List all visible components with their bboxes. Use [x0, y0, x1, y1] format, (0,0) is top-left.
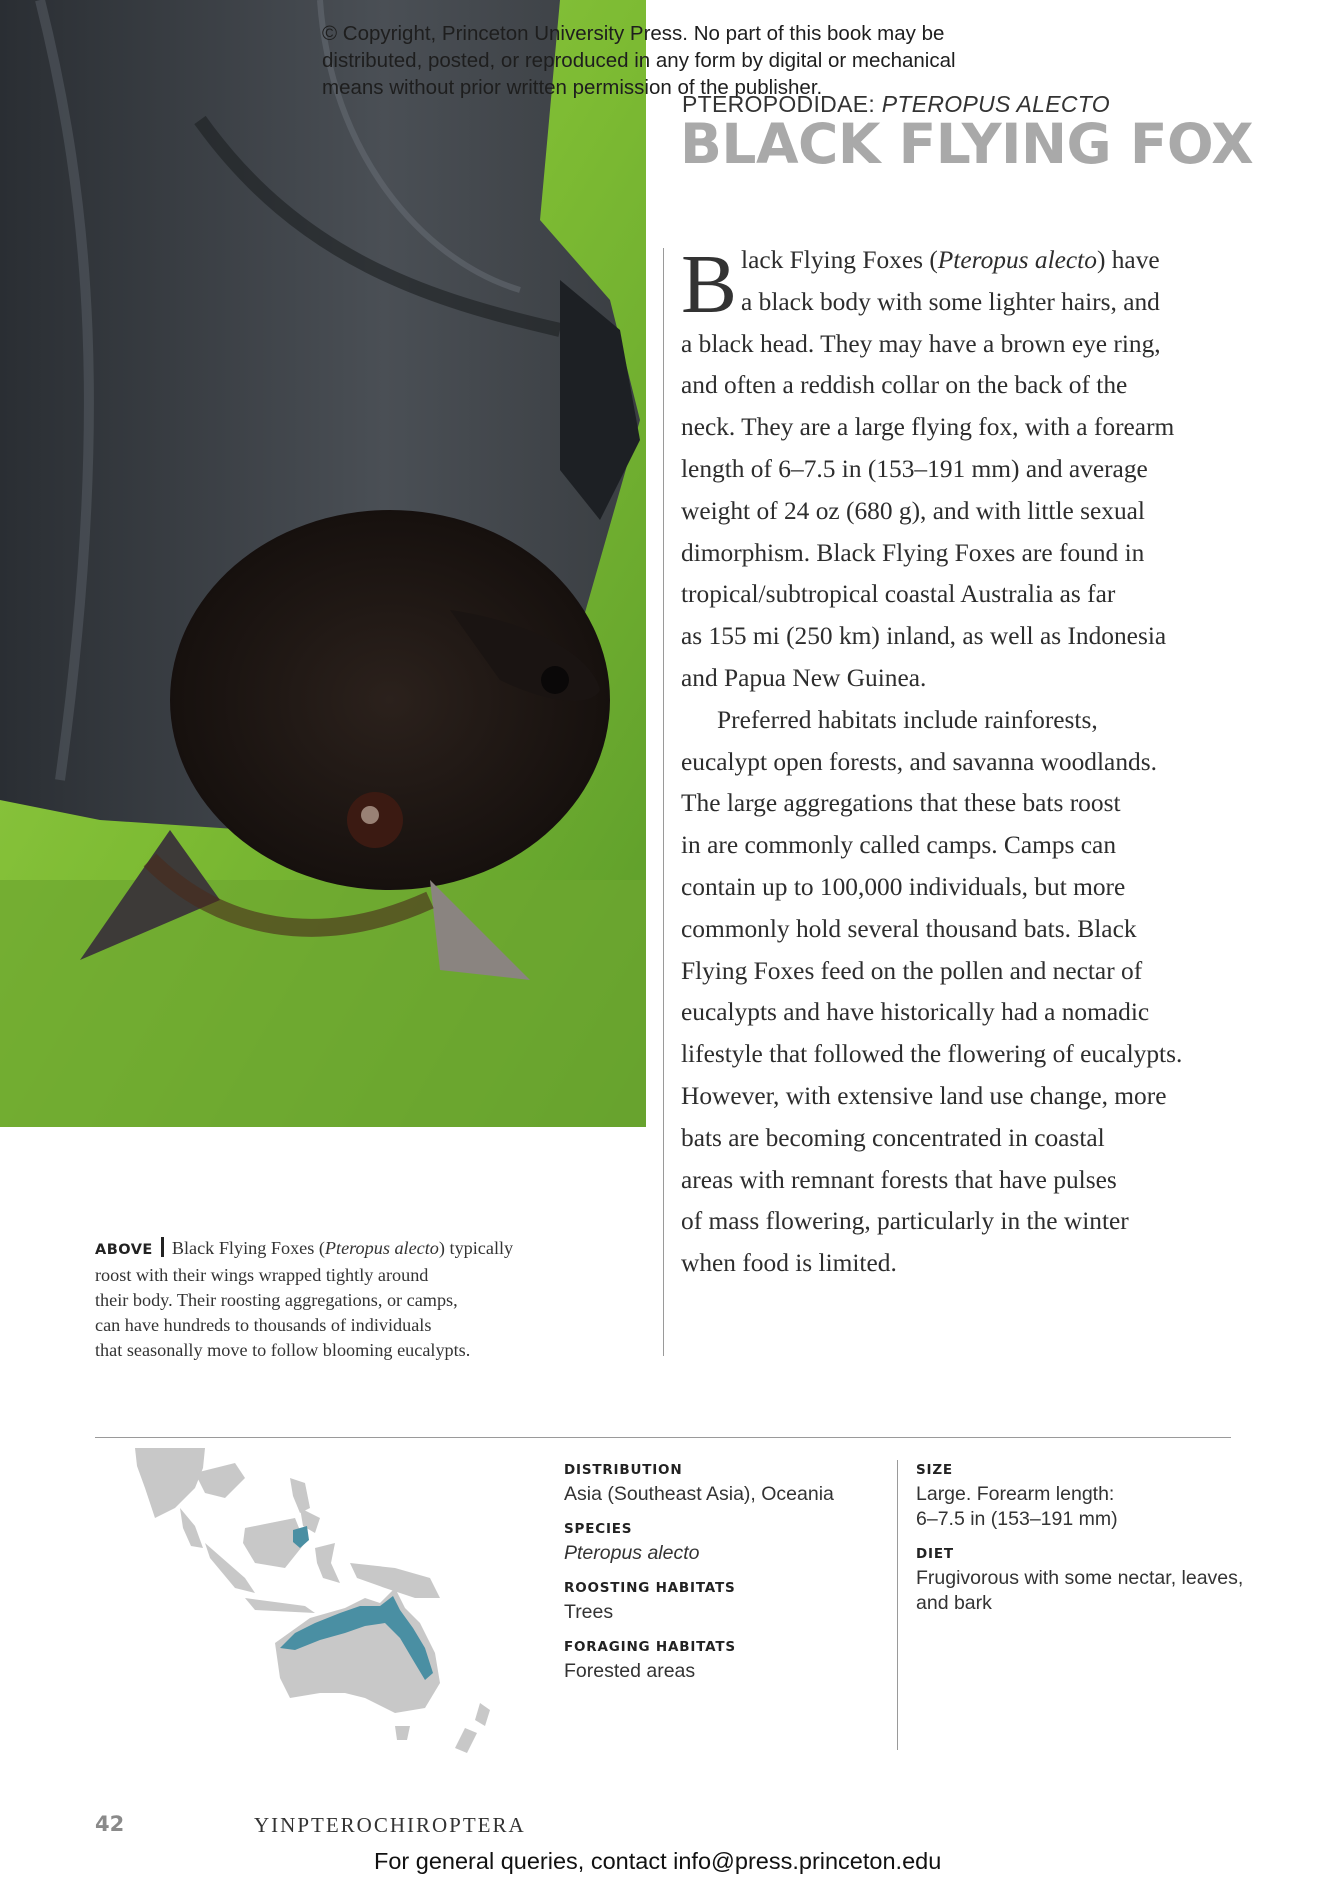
- body-line: contain up to 100,000 individuals, but more: [681, 872, 1126, 901]
- contact-notice: For general queries, contact info@press.princeton.edu: [374, 1848, 942, 1874]
- column-divider: [663, 248, 664, 1356]
- section-name: YINPTEROCHIROPTERA: [254, 1813, 526, 1837]
- species-name: PTEROPUS ALECTO: [881, 91, 1110, 117]
- size-heading: SIZE: [916, 1462, 953, 1478]
- caption-label: ABOVE: [95, 1242, 153, 1258]
- species-value: Pteropus alecto: [564, 1542, 700, 1564]
- page-number: 42: [95, 1812, 125, 1836]
- distribution-value: Asia (Southeast Asia), Oceania: [564, 1483, 834, 1505]
- body-line: neck. They are a large flying fox, with a forearm: [681, 413, 1175, 442]
- caption-line: roost with their wings wrapped tightly around: [95, 1265, 429, 1285]
- body-line: eucalypt open forests, and savanna woodlands.: [681, 747, 1157, 776]
- facts-column-2: [916, 1462, 1243, 1630]
- facts-column-1: [564, 1462, 834, 1698]
- body-line: However, with extensive land use change, more: [681, 1081, 1167, 1110]
- diet-value-line: and bark: [916, 1592, 992, 1614]
- body-text: [681, 240, 1241, 1285]
- bat-photo: [0, 0, 646, 1127]
- drop-cap: B: [681, 238, 738, 331]
- body-line: tropical/subtropical coastal Australia as far: [681, 580, 1116, 609]
- roosting-value: Trees: [564, 1601, 614, 1623]
- caption-line: Black Flying Foxes (Pteropus alecto) typically: [171, 1238, 514, 1258]
- distribution-map: [95, 1448, 495, 1758]
- body-line: weight of 24 oz (680 g), and with little sexual: [681, 496, 1145, 525]
- facts-divider: [897, 1460, 898, 1750]
- size-value-line: Large. Forearm length:: [916, 1483, 1115, 1505]
- body-line: a black head. They may have a brown eye ring,: [681, 329, 1161, 358]
- body-line: Flying Foxes feed on the pollen and nectar of: [681, 956, 1143, 985]
- body-line: a black body with some lighter hairs, and: [741, 287, 1160, 316]
- body-line: and Papua New Guinea.: [681, 663, 927, 692]
- roosting-heading: ROOSTING HABITATS: [564, 1580, 736, 1596]
- distribution-heading: DISTRIBUTION: [564, 1462, 683, 1478]
- body-line: as 155 mi (250 km) inland, as well as Indonesia: [681, 622, 1167, 651]
- body-line: Preferred habitats include rainforests,: [717, 705, 1098, 734]
- caption-separator: [161, 1237, 164, 1257]
- foraging-heading: FORAGING HABITATS: [564, 1639, 736, 1655]
- diet-value-line: Frugivorous with some nectar, leaves,: [916, 1567, 1244, 1589]
- caption-line: their body. Their roosting aggregations, or camps,: [95, 1290, 458, 1310]
- diet-heading: DIET: [916, 1546, 954, 1562]
- body-line: and often a reddish collar on the back of the: [681, 371, 1128, 400]
- body-line: length of 6–7.5 in (153–191 mm) and average: [681, 454, 1148, 483]
- photo-caption: [95, 1236, 555, 1363]
- foraging-value: Forested areas: [564, 1660, 696, 1682]
- body-line: eucalypts and have historically had a nomadic: [681, 998, 1150, 1027]
- caption-line: that seasonally move to follow blooming eucalypts.: [95, 1340, 471, 1360]
- body-line: areas with remnant forests that have pulses: [681, 1165, 1117, 1194]
- section-divider: [95, 1437, 1231, 1438]
- size-value-line: 6–7.5 in (153–191 mm): [916, 1508, 1118, 1530]
- species-heading: SPECIES: [564, 1521, 633, 1537]
- page-title: BLACK FLYING FOX: [680, 112, 1254, 176]
- family-name: PTEROPODIDAE:: [682, 91, 876, 117]
- body-line: bats are becoming concentrated in coastal: [681, 1123, 1105, 1152]
- body-line: of mass flowering, particularly in the winter: [681, 1207, 1129, 1236]
- copyright-line: © Copyright, Princeton University Press. No part of this book may be: [322, 22, 945, 45]
- copyright-line: means without prior written permission of the publisher.: [322, 76, 823, 99]
- body-line: dimorphism. Black Flying Foxes are found in: [681, 538, 1145, 567]
- caption-line: can have hundreds to thousands of individuals: [95, 1315, 432, 1335]
- copyright-line: distributed, posted, or reproduced in any form by digital or mechanical: [322, 49, 956, 72]
- body-line: lack Flying Foxes (Pteropus alecto) have: [741, 246, 1160, 274]
- body-line: The large aggregations that these bats roost: [681, 789, 1121, 818]
- body-line: in are commonly called camps. Camps can: [681, 831, 1117, 860]
- body-line: commonly hold several thousand bats. Black: [681, 914, 1137, 943]
- body-line: lifestyle that followed the flowering of eucalypts.: [681, 1040, 1183, 1069]
- body-line: when food is limited.: [681, 1249, 897, 1278]
- copyright-notice: [322, 20, 1042, 101]
